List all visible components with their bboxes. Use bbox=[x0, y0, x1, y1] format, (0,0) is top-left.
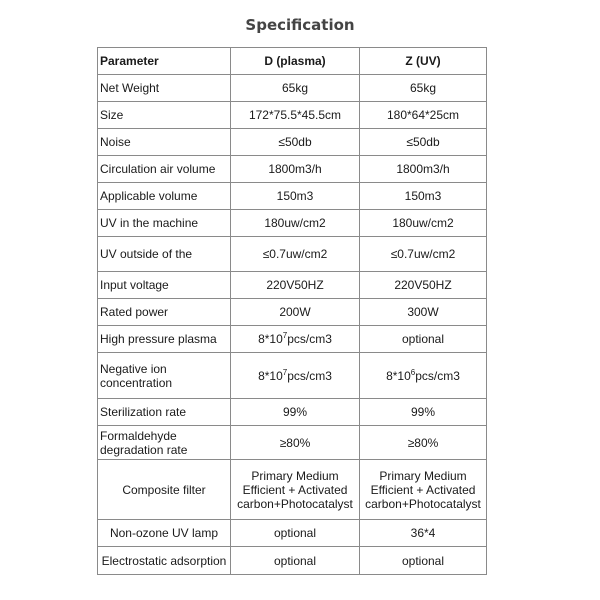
table-row bbox=[98, 547, 487, 575]
z-value-cell: 150m3 bbox=[360, 183, 487, 210]
d-value-cell: 172*75.5*45.5cm bbox=[231, 102, 360, 129]
d-value-base: 8*10 bbox=[258, 368, 283, 383]
param-cell: Input voltage bbox=[98, 272, 231, 299]
z-value-cell: ≥80% bbox=[360, 426, 487, 460]
z-value-cell: 36*4 bbox=[360, 520, 487, 547]
z-value-cell: 1800m3/h bbox=[360, 156, 487, 183]
d-value-cell bbox=[231, 326, 360, 353]
table-row bbox=[98, 272, 487, 299]
d-value-line: carbon+Photocatalyst bbox=[237, 496, 353, 511]
table-row bbox=[98, 129, 487, 156]
param-cell: UV in the machine bbox=[98, 210, 231, 237]
d-value-cell bbox=[231, 460, 360, 520]
table-row bbox=[98, 183, 487, 210]
d-value-cell: 1800m3/h bbox=[231, 156, 360, 183]
d-value-cell: optional bbox=[231, 520, 360, 547]
d-value-unit: pcs/cm3 bbox=[287, 332, 332, 346]
param-cell: Rated power bbox=[98, 299, 231, 326]
param-cell: Noise bbox=[98, 129, 231, 156]
z-value-base: 8*10 bbox=[386, 368, 411, 383]
d-value-cell: 220V50HZ bbox=[231, 272, 360, 299]
table-row bbox=[98, 426, 487, 460]
param-line: concentration bbox=[100, 375, 173, 390]
table-row bbox=[98, 75, 487, 102]
table-row bbox=[98, 460, 487, 520]
d-value-line: Primary Medium bbox=[251, 468, 339, 483]
z-value-cell bbox=[360, 353, 487, 399]
d-value-cell: optional bbox=[231, 547, 360, 575]
param-cell: Electrostatic adsorption bbox=[98, 547, 231, 575]
z-value-line: carbon+Photocatalyst bbox=[365, 496, 481, 511]
param-cell: UV outside of the bbox=[98, 237, 231, 272]
z-value-cell: 180uw/cm2 bbox=[360, 210, 487, 237]
d-value-exponent: 7 bbox=[282, 367, 288, 377]
header-d-plasma: D (plasma) bbox=[231, 48, 360, 75]
page-title: Specification bbox=[245, 16, 355, 34]
d-value-cell: 180uw/cm2 bbox=[231, 210, 360, 237]
param-cell: Net Weight bbox=[98, 75, 231, 102]
param-line: Negative ion bbox=[100, 361, 167, 376]
d-value-exponent: 7 bbox=[282, 331, 288, 340]
z-value-cell bbox=[360, 460, 487, 520]
z-value-exponent: 6 bbox=[410, 367, 416, 377]
table-row bbox=[98, 210, 487, 237]
z-value-cell: ≤50db bbox=[360, 129, 487, 156]
header-z-uv: Z (UV) bbox=[360, 48, 487, 75]
z-value-unit: pcs/cm3 bbox=[415, 368, 460, 383]
d-value-base: 8*10 bbox=[258, 332, 283, 346]
table-row bbox=[98, 353, 487, 399]
param-line: Formaldehyde bbox=[100, 428, 177, 443]
param-cell bbox=[98, 353, 231, 399]
z-value-cell: 99% bbox=[360, 399, 487, 426]
param-cell: Composite filter bbox=[98, 460, 231, 520]
z-value-cell: optional bbox=[360, 326, 487, 353]
d-value-cell: 150m3 bbox=[231, 183, 360, 210]
param-cell: Size bbox=[98, 102, 231, 129]
d-value-line: Efficient + Activated bbox=[242, 482, 348, 497]
table-header-row bbox=[98, 48, 487, 75]
z-value-cell: optional bbox=[360, 547, 487, 575]
d-value-cell: ≥80% bbox=[231, 426, 360, 460]
param-cell: Sterilization rate bbox=[98, 399, 231, 426]
param-cell: High pressure plasma bbox=[98, 326, 231, 353]
d-value-cell bbox=[231, 353, 360, 399]
z-value-line: Efficient + Activated bbox=[370, 482, 476, 497]
table-row bbox=[98, 520, 487, 547]
table-row bbox=[98, 399, 487, 426]
z-value-cell: 65kg bbox=[360, 75, 487, 102]
header-parameter: Parameter bbox=[98, 48, 231, 75]
z-value-cell: 220V50HZ bbox=[360, 272, 487, 299]
d-value-cell: ≤0.7uw/cm2 bbox=[231, 237, 360, 272]
table-row bbox=[98, 299, 487, 326]
d-value-cell: 200W bbox=[231, 299, 360, 326]
d-value-cell: ≤50db bbox=[231, 129, 360, 156]
z-value-line: Primary Medium bbox=[379, 468, 467, 483]
d-value-cell: 99% bbox=[231, 399, 360, 426]
table-row bbox=[98, 237, 487, 272]
d-value-unit: pcs/cm3 bbox=[287, 368, 332, 383]
param-cell bbox=[98, 426, 231, 460]
param-cell: Applicable volume bbox=[98, 183, 231, 210]
table-row bbox=[98, 102, 487, 129]
d-value-cell: 65kg bbox=[231, 75, 360, 102]
specification-table bbox=[97, 47, 487, 575]
z-value-cell: ≤0.7uw/cm2 bbox=[360, 237, 487, 272]
param-cell: Non-ozone UV lamp bbox=[98, 520, 231, 547]
z-value-cell: 300W bbox=[360, 299, 487, 326]
param-line: degradation rate bbox=[100, 442, 188, 457]
table-row bbox=[98, 326, 487, 353]
param-cell: Circulation air volume bbox=[98, 156, 231, 183]
z-value-cell: 180*64*25cm bbox=[360, 102, 487, 129]
table-row bbox=[98, 156, 487, 183]
